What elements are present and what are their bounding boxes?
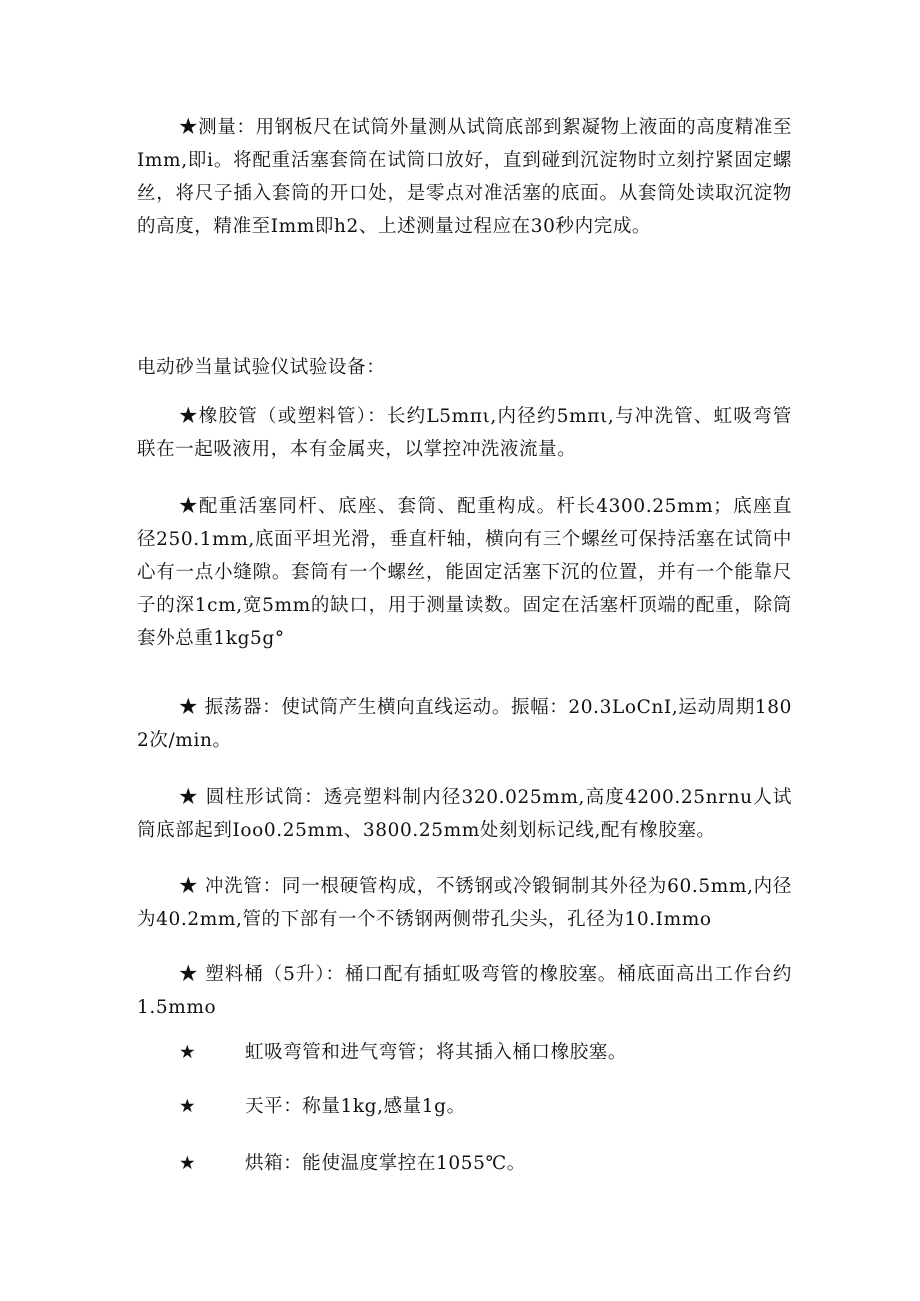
star-icon: ★	[179, 1042, 197, 1063]
section-heading-equipment: 电动砂当量试验仪试验设备：	[137, 357, 386, 378]
paragraph-cylinder: ★ 圆柱形试筒：透亮塑料制内径320.025mm,高度4200.25nrnu人试筒底部起到Ioo0.25mm、3800.25mm处刻划标记线,配有橡胶塞。	[137, 787, 792, 841]
list-item-oven	[179, 1147, 526, 1180]
paragraph-plastic-bucket: ★ 塑料桶（5升）：桶口配有插虹吸弯管的橡胶塞。桶底面高出工作台约1.5mmo	[137, 964, 792, 1018]
list-item-text: 虹吸弯管和进气弯管；将其插入桶口橡胶塞。	[245, 1042, 628, 1063]
paragraph-shaker: ★ 振荡器：使试筒产生横向直线运动。振幅：20.3LoCnI,运动周期1802次/min。	[137, 697, 792, 751]
list-item-text: 烘箱：能使温度掌控在1055℃。	[245, 1153, 526, 1174]
list-item-siphon	[179, 1036, 627, 1069]
paragraph-flush-tube: ★ 冲洗管：同一根硬管构成，不锈钢或冷锻铜制其外径为60.5mm,内径为40.2mm,管的下部有一个不锈钢两侧带孔尖头，孔径为10.Immo	[137, 876, 792, 930]
list-item-balance	[179, 1090, 466, 1123]
paragraph-measurement: ★测量：用钢板尺在试筒外量测从试筒底部到絮凝物上液面的高度精准至Imm,即i。将配重活塞套筒在试筒口放好，直到碰到沉淀物时立刻拧紧固定螺丝，将尺子插入套筒的开口处，是零点对准活塞的底面。从套筒处读取沉淀物的高度，精准至Imm即h2、上述测量过程应在30秒内完成。	[137, 117, 792, 237]
star-icon: ★	[179, 1096, 197, 1117]
list-item-text: 天平：称量1kg,感量1g。	[245, 1096, 466, 1117]
star-icon: ★	[179, 1153, 197, 1174]
paragraph-weighted-piston: ★配重活塞同杆、底座、套筒、配重构成。杆长4300.25mm；底座直径250.1mm,底面平坦光滑，垂直杆轴，横向有三个螺丝可保持活塞在试筒中心有一点小缝隙。套筒有一个螺丝，能固定活塞下沉的位置，并有一个能靠尺子的深1cm,宽5mm的缺口，用于测量读数。固定在活塞杆顶端的配重，除筒套外总重1kg5g°	[137, 496, 792, 649]
paragraph-rubber-tube: ★橡胶管（或塑料管）：长约L5mπι,内径约5mπι,与冲洗管、虹吸弯管联在一起吸液用，本有金属夹，以掌控冲洗液流量。	[137, 406, 792, 460]
